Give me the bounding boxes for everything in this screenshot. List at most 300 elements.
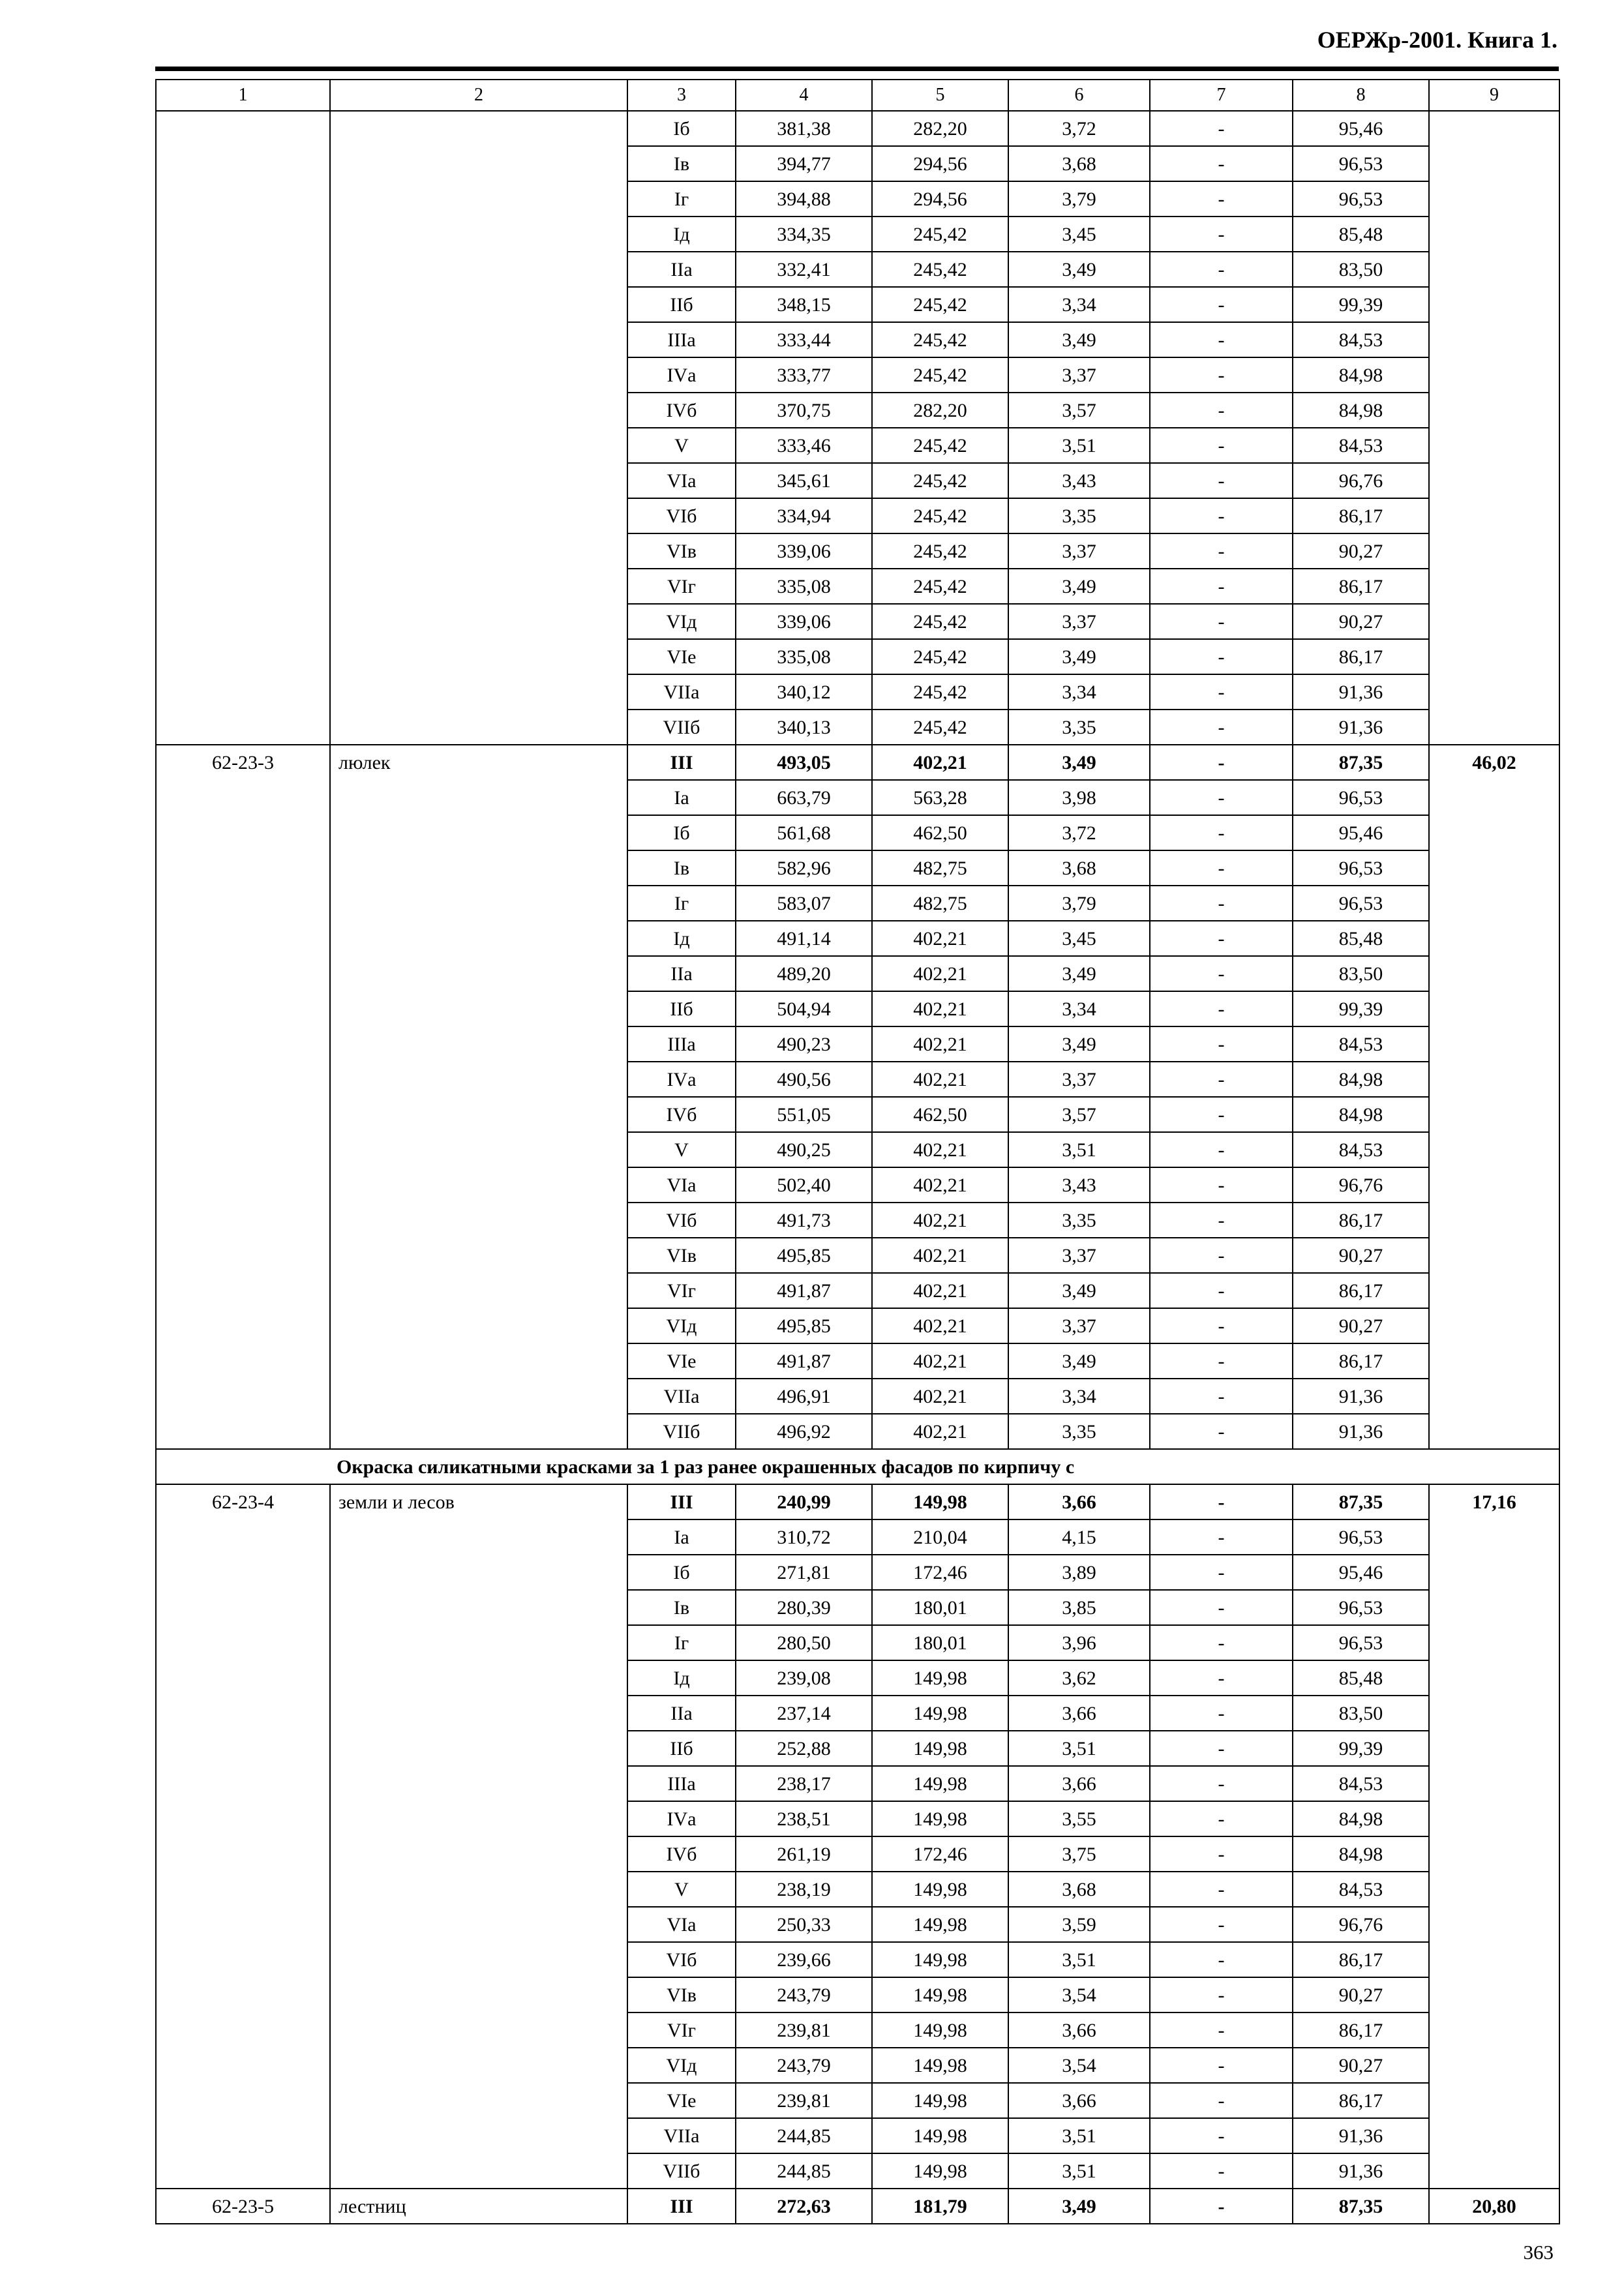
- cell-coefficient: 46,02: [1429, 745, 1559, 1449]
- cell-value-6: 3,51: [1008, 2118, 1150, 2153]
- cell-value-6: 3,51: [1008, 428, 1150, 463]
- cell-value-7: -: [1150, 991, 1293, 1026]
- cell-value-5: 245,42: [872, 569, 1008, 604]
- cell-value-6: 3,57: [1008, 393, 1150, 428]
- cell-value-5: 462,50: [872, 1097, 1008, 1132]
- cell-value-8: 90,27: [1293, 1308, 1429, 1343]
- cell-value-4: 551,05: [736, 1097, 872, 1132]
- cell-value-4: 239,81: [736, 2012, 872, 2048]
- cell-value-4: 582,96: [736, 850, 872, 886]
- cell-value-8: 90,27: [1293, 2048, 1429, 2083]
- cell-value-6: 3,75: [1008, 1836, 1150, 1872]
- cell-value-5: 149,98: [872, 1660, 1008, 1696]
- cell-group: IIIа: [627, 1026, 736, 1062]
- cell-value-4: 244,85: [736, 2118, 872, 2153]
- cell-value-7: -: [1150, 780, 1293, 815]
- cell-value-7: -: [1150, 2153, 1293, 2189]
- table-row: [156, 111, 1559, 146]
- cell-value-6: 3,55: [1008, 1801, 1150, 1836]
- cell-group: IIб: [627, 1731, 736, 1766]
- cell-value-6: 3,49: [1008, 639, 1150, 674]
- cell-value-6: 3,34: [1008, 1379, 1150, 1414]
- cell-value-5: 180,01: [872, 1590, 1008, 1625]
- cell-value-8: 91,36: [1293, 1379, 1429, 1414]
- cell-value-7: -: [1150, 111, 1293, 146]
- cell-value-5: 245,42: [872, 604, 1008, 639]
- cell-value-5: 245,42: [872, 463, 1008, 498]
- cell-value-6: 3,66: [1008, 1766, 1150, 1801]
- cell-value-4: 502,40: [736, 1167, 872, 1203]
- cell-value-7: -: [1150, 533, 1293, 569]
- cell-group: VIе: [627, 1343, 736, 1379]
- table-head: [156, 80, 1559, 111]
- cell-group: Iб: [627, 111, 736, 146]
- cell-code: 62-23-5: [156, 2189, 330, 2224]
- cell-group: IVб: [627, 1097, 736, 1132]
- cell-value-4: 335,08: [736, 569, 872, 604]
- cell-value-6: 3,79: [1008, 181, 1150, 217]
- cell-value-5: 462,50: [872, 815, 1008, 850]
- cell-value-8: 90,27: [1293, 1238, 1429, 1273]
- cell-value-8: 99,39: [1293, 287, 1429, 322]
- cell-value-4: 495,85: [736, 1238, 872, 1273]
- cell-value-8: 96,76: [1293, 1167, 1429, 1203]
- cell-value-5: 149,98: [872, 2118, 1008, 2153]
- cell-value-5: 402,21: [872, 1343, 1008, 1379]
- section-band-row: [156, 1449, 1559, 1484]
- cell-value-4: 280,39: [736, 1590, 872, 1625]
- cell-value-6: 3,49: [1008, 2189, 1150, 2224]
- cell-group: VIа: [627, 1167, 736, 1203]
- cell-value-5: 282,20: [872, 393, 1008, 428]
- cell-code: [156, 111, 330, 745]
- cell-value-5: 402,21: [872, 1026, 1008, 1062]
- cell-value-4: 561,68: [736, 815, 872, 850]
- cell-value-8: 95,46: [1293, 1555, 1429, 1590]
- cell-value-4: 333,44: [736, 322, 872, 357]
- cell-value-7: -: [1150, 745, 1293, 780]
- cell-group: Iв: [627, 146, 736, 181]
- cell-group: VIб: [627, 1203, 736, 1238]
- cell-value-7: -: [1150, 181, 1293, 217]
- cell-group: IIа: [627, 1696, 736, 1731]
- cell-value-8: 86,17: [1293, 2083, 1429, 2118]
- cell-value-5: 402,21: [872, 1062, 1008, 1097]
- cell-value-8: 90,27: [1293, 533, 1429, 569]
- cell-value-6: 3,54: [1008, 2048, 1150, 2083]
- cell-group: III: [627, 745, 736, 780]
- cell-value-7: -: [1150, 2083, 1293, 2118]
- cell-value-8: 91,36: [1293, 2153, 1429, 2189]
- cell-value-6: 3,37: [1008, 357, 1150, 393]
- cell-value-6: 3,66: [1008, 1696, 1150, 1731]
- cell-value-8: 86,17: [1293, 1343, 1429, 1379]
- cell-value-4: 339,06: [736, 533, 872, 569]
- cell-group: IIа: [627, 956, 736, 991]
- cell-value-5: 172,46: [872, 1555, 1008, 1590]
- cell-value-5: 245,42: [872, 428, 1008, 463]
- cell-value-8: 83,50: [1293, 956, 1429, 991]
- cell-value-6: 3,35: [1008, 498, 1150, 533]
- page-number: 363: [1523, 2241, 1554, 2264]
- cell-value-6: 3,68: [1008, 850, 1150, 886]
- cell-value-4: 239,08: [736, 1660, 872, 1696]
- cell-value-6: 3,68: [1008, 1872, 1150, 1907]
- cell-value-8: 96,53: [1293, 1590, 1429, 1625]
- cell-value-8: 95,46: [1293, 815, 1429, 850]
- cell-value-6: 3,43: [1008, 1167, 1150, 1203]
- cell-value-8: 96,53: [1293, 181, 1429, 217]
- cell-value-4: 334,35: [736, 217, 872, 252]
- cell-value-8: 86,17: [1293, 639, 1429, 674]
- cell-group: Iв: [627, 850, 736, 886]
- cell-value-5: 245,42: [872, 639, 1008, 674]
- cell-group: VIд: [627, 604, 736, 639]
- cell-value-4: 496,92: [736, 1414, 872, 1449]
- cell-value-4: 491,73: [736, 1203, 872, 1238]
- cell-value-8: 84,53: [1293, 428, 1429, 463]
- column-numbers-row: [156, 80, 1559, 111]
- cell-group: IVб: [627, 1836, 736, 1872]
- cell-value-4: 583,07: [736, 886, 872, 921]
- cell-value-8: 96,76: [1293, 463, 1429, 498]
- cell-group: VIб: [627, 1942, 736, 1977]
- cell-value-4: 490,23: [736, 1026, 872, 1062]
- cell-value-8: 96,53: [1293, 1625, 1429, 1660]
- cell-code: 62-23-3: [156, 745, 330, 1449]
- cell-value-6: 3,49: [1008, 1343, 1150, 1379]
- cell-value-7: -: [1150, 1590, 1293, 1625]
- cell-value-8: 84,53: [1293, 1132, 1429, 1167]
- cell-value-7: -: [1150, 1836, 1293, 1872]
- column-number-4: 4: [736, 80, 872, 111]
- cell-value-6: 3,62: [1008, 1660, 1150, 1696]
- cell-value-4: 381,38: [736, 111, 872, 146]
- cell-group: Iб: [627, 1555, 736, 1590]
- cell-name: лестниц: [330, 2189, 627, 2224]
- cell-value-7: -: [1150, 921, 1293, 956]
- cell-group: VIв: [627, 1238, 736, 1273]
- cell-value-4: 348,15: [736, 287, 872, 322]
- cell-value-6: 3,66: [1008, 2012, 1150, 2048]
- cell-value-7: -: [1150, 569, 1293, 604]
- cell-value-7: -: [1150, 2189, 1293, 2224]
- cell-value-4: 243,79: [736, 2048, 872, 2083]
- cell-value-4: 243,79: [736, 1977, 872, 2012]
- cell-value-4: 495,85: [736, 1308, 872, 1343]
- cell-group: VIг: [627, 1273, 736, 1308]
- cell-group: V: [627, 428, 736, 463]
- cell-group: VIIб: [627, 2153, 736, 2189]
- cell-group: V: [627, 1872, 736, 1907]
- cell-value-5: 402,21: [872, 1238, 1008, 1273]
- cell-value-4: 252,88: [736, 1731, 872, 1766]
- cell-value-5: 149,98: [872, 1801, 1008, 1836]
- cell-value-7: -: [1150, 393, 1293, 428]
- cell-value-7: -: [1150, 604, 1293, 639]
- column-number-5: 5: [872, 80, 1008, 111]
- cell-value-5: 245,42: [872, 287, 1008, 322]
- cell-value-8: 86,17: [1293, 2012, 1429, 2048]
- cell-value-4: 491,87: [736, 1343, 872, 1379]
- cell-group: IIа: [627, 252, 736, 287]
- cell-code: 62-23-4: [156, 1484, 330, 2189]
- cell-value-7: -: [1150, 2048, 1293, 2083]
- cell-value-7: -: [1150, 1696, 1293, 1731]
- cell-group: VIа: [627, 463, 736, 498]
- cell-value-6: 3,37: [1008, 1238, 1150, 1273]
- cell-value-8: 84,53: [1293, 1872, 1429, 1907]
- cell-value-4: 261,19: [736, 1836, 872, 1872]
- cell-value-7: -: [1150, 1343, 1293, 1379]
- cell-value-5: 149,98: [872, 1907, 1008, 1942]
- cell-value-6: 3,59: [1008, 1907, 1150, 1942]
- cell-value-5: 149,98: [872, 1942, 1008, 1977]
- cell-value-7: -: [1150, 1942, 1293, 1977]
- cell-value-4: 240,99: [736, 1484, 872, 1519]
- cell-value-5: 210,04: [872, 1519, 1008, 1555]
- cell-value-8: 86,17: [1293, 1203, 1429, 1238]
- cell-value-6: 3,45: [1008, 217, 1150, 252]
- cell-value-8: 84,53: [1293, 1026, 1429, 1062]
- cell-value-6: 3,34: [1008, 674, 1150, 710]
- cell-value-8: 85,48: [1293, 217, 1429, 252]
- cell-value-6: 3,49: [1008, 1273, 1150, 1308]
- column-number-3: 3: [627, 80, 736, 111]
- page-footer: [155, 2241, 1559, 2264]
- cell-value-5: 149,98: [872, 2048, 1008, 2083]
- cell-value-6: 3,49: [1008, 956, 1150, 991]
- cell-value-8: 95,46: [1293, 111, 1429, 146]
- cell-value-4: 491,14: [736, 921, 872, 956]
- cell-value-6: 3,34: [1008, 287, 1150, 322]
- cell-value-4: 334,94: [736, 498, 872, 533]
- cell-value-6: 3,51: [1008, 1132, 1150, 1167]
- cell-value-7: -: [1150, 1731, 1293, 1766]
- cell-value-8: 86,17: [1293, 1273, 1429, 1308]
- cell-value-6: 3,37: [1008, 533, 1150, 569]
- cell-value-4: 394,77: [736, 146, 872, 181]
- cell-value-6: 3,51: [1008, 1942, 1150, 1977]
- cell-value-5: 181,79: [872, 2189, 1008, 2224]
- cell-value-8: 99,39: [1293, 1731, 1429, 1766]
- cell-value-8: 87,35: [1293, 1484, 1429, 1519]
- cell-value-5: 245,42: [872, 533, 1008, 569]
- cell-coefficient: 20,80: [1429, 2189, 1559, 2224]
- cell-value-4: 271,81: [736, 1555, 872, 1590]
- cell-value-7: -: [1150, 252, 1293, 287]
- cell-value-4: 239,66: [736, 1942, 872, 1977]
- cell-value-5: 149,98: [872, 1484, 1008, 1519]
- cell-value-4: 238,19: [736, 1872, 872, 1907]
- cell-value-7: -: [1150, 1766, 1293, 1801]
- cell-value-7: -: [1150, 287, 1293, 322]
- cell-value-6: 3,96: [1008, 1625, 1150, 1660]
- cell-group: VIе: [627, 639, 736, 674]
- cell-value-4: 238,51: [736, 1801, 872, 1836]
- cell-group: VIа: [627, 1907, 736, 1942]
- cell-value-5: 149,98: [872, 1731, 1008, 1766]
- cell-value-8: 86,17: [1293, 1942, 1429, 1977]
- cell-value-4: 250,33: [736, 1907, 872, 1942]
- cell-coefficient: [1429, 111, 1559, 745]
- cell-value-5: 149,98: [872, 1696, 1008, 1731]
- cell-value-8: 96,76: [1293, 1907, 1429, 1942]
- header-rule: [155, 67, 1559, 71]
- cell-value-7: -: [1150, 357, 1293, 393]
- section-band-title: Окраска силикатными красками за 1 раз ранее окрашенных фасадов по кирпичу с: [156, 1449, 1559, 1484]
- cell-value-5: 482,75: [872, 886, 1008, 921]
- cell-value-8: 83,50: [1293, 252, 1429, 287]
- cell-group: IVа: [627, 1062, 736, 1097]
- column-number-1: 1: [156, 80, 330, 111]
- cell-group: VIг: [627, 569, 736, 604]
- cell-value-7: -: [1150, 1308, 1293, 1343]
- cell-value-6: 3,66: [1008, 1484, 1150, 1519]
- cell-value-4: 394,88: [736, 181, 872, 217]
- cell-value-4: 490,56: [736, 1062, 872, 1097]
- cell-value-4: 504,94: [736, 991, 872, 1026]
- cell-value-5: 282,20: [872, 111, 1008, 146]
- cell-group: VIIа: [627, 1379, 736, 1414]
- cell-value-7: -: [1150, 1801, 1293, 1836]
- cell-value-4: 493,05: [736, 745, 872, 780]
- cell-name: земли и лесов: [330, 1484, 627, 2189]
- cell-value-4: 310,72: [736, 1519, 872, 1555]
- cell-group: Iа: [627, 1519, 736, 1555]
- cell-value-8: 84,98: [1293, 1836, 1429, 1872]
- cell-group: Iд: [627, 1660, 736, 1696]
- cell-value-8: 90,27: [1293, 1977, 1429, 2012]
- cell-value-8: 84,98: [1293, 1097, 1429, 1132]
- cell-value-6: 3,49: [1008, 1026, 1150, 1062]
- cell-value-6: 3,49: [1008, 745, 1150, 780]
- cell-value-5: 245,42: [872, 357, 1008, 393]
- cell-group: Iг: [627, 181, 736, 217]
- cell-value-4: 238,17: [736, 1766, 872, 1801]
- page-header: [157, 26, 1557, 53]
- cell-group: Iд: [627, 921, 736, 956]
- cell-value-5: 402,21: [872, 1203, 1008, 1238]
- cell-value-5: 245,42: [872, 498, 1008, 533]
- cell-value-6: 3,34: [1008, 991, 1150, 1026]
- cell-value-7: -: [1150, 1167, 1293, 1203]
- cell-value-6: 3,35: [1008, 1203, 1150, 1238]
- cell-value-5: 402,21: [872, 991, 1008, 1026]
- cell-value-4: 496,91: [736, 1379, 872, 1414]
- cell-value-6: 3,79: [1008, 886, 1150, 921]
- cell-value-8: 96,53: [1293, 1519, 1429, 1555]
- cell-value-8: 85,48: [1293, 921, 1429, 956]
- cell-value-7: -: [1150, 815, 1293, 850]
- cell-value-4: 335,08: [736, 639, 872, 674]
- cell-group: Iг: [627, 886, 736, 921]
- cell-value-5: 402,21: [872, 921, 1008, 956]
- cell-value-4: 239,81: [736, 2083, 872, 2118]
- cell-group: Iд: [627, 217, 736, 252]
- cell-value-7: -: [1150, 1379, 1293, 1414]
- cell-value-6: 3,43: [1008, 463, 1150, 498]
- cell-value-6: 3,66: [1008, 2083, 1150, 2118]
- cell-value-4: 339,06: [736, 604, 872, 639]
- cell-group: IVб: [627, 393, 736, 428]
- cell-value-8: 84,53: [1293, 322, 1429, 357]
- cell-value-8: 91,36: [1293, 674, 1429, 710]
- cell-value-4: 280,50: [736, 1625, 872, 1660]
- cell-value-4: 345,61: [736, 463, 872, 498]
- table-row: [156, 2189, 1559, 2224]
- cell-group: VIг: [627, 2012, 736, 2048]
- cell-value-8: 83,50: [1293, 1696, 1429, 1731]
- cell-value-4: 370,75: [736, 393, 872, 428]
- cell-value-6: 3,45: [1008, 921, 1150, 956]
- cell-group: VIIб: [627, 1414, 736, 1449]
- cell-group: IIб: [627, 287, 736, 322]
- cell-value-7: -: [1150, 1273, 1293, 1308]
- cell-value-5: 482,75: [872, 850, 1008, 886]
- cell-value-8: 96,53: [1293, 886, 1429, 921]
- cell-value-8: 87,35: [1293, 745, 1429, 780]
- cell-value-5: 149,98: [872, 2153, 1008, 2189]
- cell-value-5: 402,21: [872, 1273, 1008, 1308]
- cell-group: VIб: [627, 498, 736, 533]
- cell-value-5: 149,98: [872, 1977, 1008, 2012]
- cell-value-4: 340,12: [736, 674, 872, 710]
- cell-value-7: -: [1150, 463, 1293, 498]
- cell-group: III: [627, 2189, 736, 2224]
- cell-value-8: 87,35: [1293, 2189, 1429, 2224]
- cell-group: VIд: [627, 1308, 736, 1343]
- cell-value-5: 563,28: [872, 780, 1008, 815]
- cell-group: VIIб: [627, 710, 736, 745]
- cell-value-7: -: [1150, 217, 1293, 252]
- cell-value-5: 149,98: [872, 2083, 1008, 2118]
- cell-value-7: -: [1150, 1414, 1293, 1449]
- cell-value-5: 149,98: [872, 2012, 1008, 2048]
- cell-value-4: 490,25: [736, 1132, 872, 1167]
- cell-value-4: 332,41: [736, 252, 872, 287]
- cell-value-6: 3,85: [1008, 1590, 1150, 1625]
- cell-value-7: -: [1150, 498, 1293, 533]
- cell-value-5: 180,01: [872, 1625, 1008, 1660]
- column-number-9: 9: [1429, 80, 1559, 111]
- cell-value-6: 3,37: [1008, 1308, 1150, 1343]
- cell-value-5: 245,42: [872, 710, 1008, 745]
- cell-value-6: 3,98: [1008, 780, 1150, 815]
- cell-group: IIIа: [627, 322, 736, 357]
- cell-value-7: -: [1150, 1907, 1293, 1942]
- cell-value-7: -: [1150, 639, 1293, 674]
- cell-value-7: -: [1150, 1625, 1293, 1660]
- table-row: [156, 745, 1559, 780]
- cell-group: Iг: [627, 1625, 736, 1660]
- cell-value-4: 237,14: [736, 1696, 872, 1731]
- cell-value-8: 96,53: [1293, 146, 1429, 181]
- cell-value-4: 491,87: [736, 1273, 872, 1308]
- cell-value-7: -: [1150, 1484, 1293, 1519]
- cell-value-7: -: [1150, 1062, 1293, 1097]
- cell-value-5: 245,42: [872, 252, 1008, 287]
- cell-value-7: -: [1150, 956, 1293, 991]
- cell-value-6: 3,37: [1008, 1062, 1150, 1097]
- cell-group: Iа: [627, 780, 736, 815]
- cell-value-5: 245,42: [872, 217, 1008, 252]
- cell-value-7: -: [1150, 428, 1293, 463]
- cell-value-8: 86,17: [1293, 569, 1429, 604]
- cell-value-8: 84,98: [1293, 393, 1429, 428]
- cell-value-7: -: [1150, 1132, 1293, 1167]
- cell-group: VIIа: [627, 2118, 736, 2153]
